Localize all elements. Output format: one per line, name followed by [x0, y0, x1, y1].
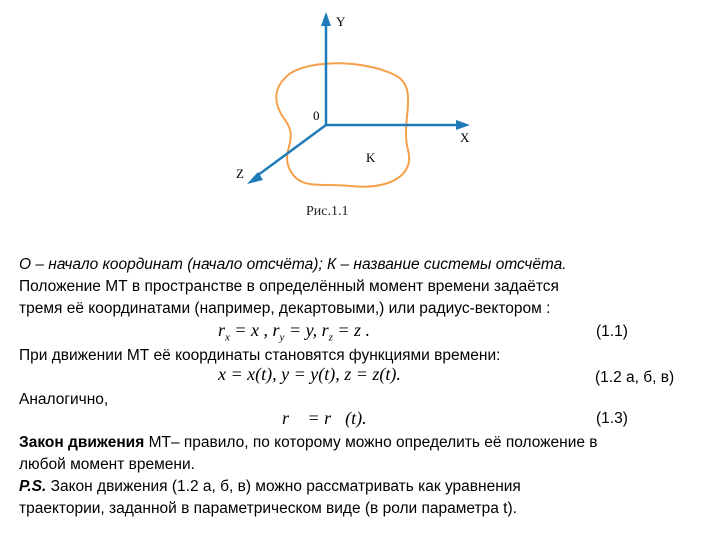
origin-label: 0 [313, 108, 320, 123]
paragraph-line: тремя её координатами (например, декартовыми,) или радиус-вектором : [19, 300, 551, 317]
frame-label: K [366, 150, 376, 165]
equation-number: (1.3) [596, 410, 628, 427]
ps-note [19, 476, 521, 498]
formula-time-functions: x = x(t), y = y(t), z = z(t). [218, 364, 401, 384]
ps-text: Закон движения (1.2 а, б, в) можно рассматривать как уравнения [46, 478, 521, 495]
paragraph-line: траектории, заданной в параметрическом виде (в роли параметра t). [19, 500, 517, 517]
law-text: МТ– правило, по которому можно определить её положение в [144, 434, 598, 451]
figure-caption: Рис.1.1 [306, 204, 349, 219]
x-axis-label: X [460, 130, 470, 145]
equation-number: (1.2 а, б, в) [595, 369, 675, 386]
origin-definition: О – начало координат (начало отсчёта); К – название системы отсчёта. [19, 256, 567, 273]
y-axis-arrow [321, 12, 331, 26]
law-of-motion-definition [19, 432, 598, 454]
formula-coordinates: $r_x = x$ , $r_y = y$, $r_z = z$ . [218, 320, 371, 344]
coordinate-figure [0, 0, 720, 240]
paragraph-line: При движении МТ её координаты становятся функциями времени: [19, 347, 501, 364]
z-axis-label: Z [236, 166, 244, 181]
formula-radius-vector: r⃗ = r⃗(t). [282, 408, 367, 428]
law-term: Закон движения [19, 434, 145, 451]
paragraph-line: Положение МТ в пространстве в определённый момент времени задаётся [19, 278, 559, 295]
paragraph-line: любой момент времени. [19, 456, 195, 473]
x-axis-arrow [456, 120, 470, 130]
ps-label: P.S. [19, 478, 47, 495]
equation-number: (1.1) [596, 323, 628, 340]
y-axis-label: Y [336, 14, 346, 29]
paragraph-line: Аналогично, [19, 391, 109, 408]
